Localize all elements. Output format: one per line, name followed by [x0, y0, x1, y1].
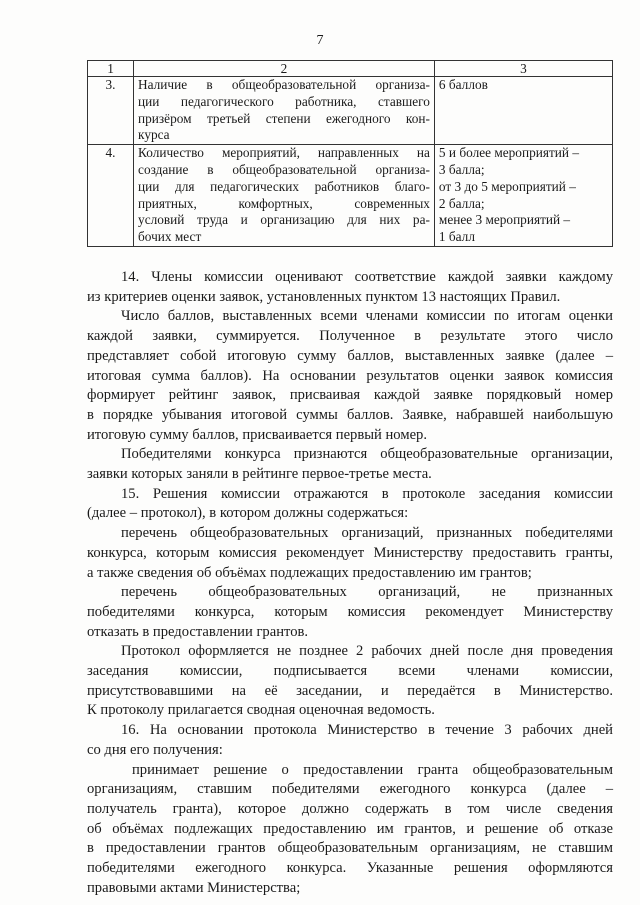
criterion-line: ции педагогического работника, ставшего: [138, 93, 430, 109]
table-header-cell: 1: [88, 61, 134, 77]
table-header-row: [88, 61, 613, 77]
paragraph-line: К протоколу прилагается сводная оценочная ведомость.: [87, 702, 435, 719]
score-line: 2 балла;: [438, 195, 485, 211]
score-line: от 3 до 5 мероприятий –: [438, 178, 576, 194]
paragraph-line: 14. Члены комиссии оценивают соответствие каждой заявки каждому: [121, 269, 613, 285]
paragraph-line: присутствовавшими на её заседании, и передаётся в Министерство.: [87, 682, 613, 699]
paragraph-line: перечень общеобразовательных организаций, не признанных: [121, 584, 613, 601]
paragraph-line: (далее – протокол), в котором должны содержаться:: [87, 505, 409, 522]
criterion-line: ции для педагогических работников благо-: [138, 178, 430, 194]
paragraph-line: Число баллов, выставленных всеми членами комиссии по итогам оценки: [121, 308, 613, 325]
paragraph: [87, 583, 613, 642]
paragraph-line: 16. На основании протокола Министерство в течение 3 рабочих дней: [121, 722, 613, 739]
criterion-cell: [134, 145, 435, 247]
score-line: 5 и более мероприятий –: [438, 145, 579, 161]
criterion-line: курса: [138, 127, 170, 143]
paragraph-line: представляет собой итоговую сумму баллов, выставленных заявке (далее –: [87, 347, 613, 364]
table-row: [88, 145, 613, 247]
table-header-cell: 2: [134, 61, 435, 77]
paragraph-line: Протокол оформляется не позднее 2 рабочих дней после дня проведения: [121, 643, 613, 660]
paragraph-line: в порядке убывания итоговой суммы баллов. Заявке, набравшей наибольшую: [87, 406, 613, 423]
score-line: 6 баллов: [438, 77, 488, 92]
criterion-line: условий труда и организацию для них ра-: [138, 212, 430, 228]
criterion-line: призёром третьей степени ежегодного кон-: [138, 110, 430, 126]
row-number-cell: 4.: [88, 145, 134, 247]
paragraph: [87, 524, 613, 583]
paragraph-line: формирует рейтинг заявок, присваивая каждой заявке порядковый номер: [87, 387, 613, 404]
paragraph-line: правовыми актами Министерства;: [87, 879, 301, 896]
paragraph: [87, 721, 613, 760]
document-body: [87, 268, 613, 899]
paragraph-line: заседания комиссии, подписывается всеми членами комиссии,: [87, 663, 613, 680]
score-line: 3 балла;: [438, 161, 485, 177]
paragraph-line: организациям, ставшим победителями ежегодного конкурса (далее –: [87, 781, 613, 798]
paragraph-line: каждой заявки, суммируется. Полученное в результате этого число: [87, 328, 613, 345]
paragraph-line: а также сведения об объёмах подлежащих предоставлению им грантов;: [87, 564, 532, 581]
criteria-table: [87, 60, 613, 247]
paragraph-line: конкурса, которым комиссия рекомендует Министерству предоставить гранты,: [87, 544, 613, 561]
paragraph-line: 15. Решения комиссии отражаются в протоколе заседания комиссии: [121, 485, 613, 502]
paragraph-line: принимает решение о предоставлении гранта общеобразовательным: [132, 761, 613, 778]
paragraph-line: победителями ежегодного конкурса. Указанные решения оформляются: [87, 860, 613, 877]
paragraph-line: получатель гранта), которое должно содержать в том числе сведения: [87, 800, 613, 817]
criterion-line: приятных, комфортных, современных: [138, 195, 430, 211]
paragraph-line: об объёмах подлежащих предоставлению им грантов, и решение об отказе: [87, 820, 613, 837]
criterion-line: создание в общеобразовательной организа-: [138, 161, 430, 177]
page-number: 7: [316, 33, 324, 48]
paragraph-line: победителями конкурса, которым комиссия рекомендует Министерству: [87, 603, 613, 620]
paragraph-line: итоговая сумма баллов). На основании результатов оценки заявок комиссия: [87, 367, 613, 384]
criterion-line: Количество мероприятий, направленных на: [138, 145, 430, 161]
paragraph: [87, 307, 613, 445]
paragraph-line: итоговую сумму баллов, присваивается первый номер.: [87, 426, 427, 443]
paragraph-line: перечень общеобразовательных организаций, признанных победителями: [121, 525, 613, 542]
paragraph: [87, 761, 613, 899]
paragraph-line: отказать в предоставлении грантов.: [87, 623, 309, 640]
paragraph-line: Победителями конкурса признаются общеобразовательные организации,: [121, 446, 613, 463]
paragraph-line: из критериев оценки заявок, установленных пунктом 13 настоящих Правил.: [87, 288, 561, 305]
criterion-cell: [134, 77, 435, 145]
criterion-line: бочих мест: [138, 229, 202, 245]
table-row: [88, 77, 613, 145]
paragraph: [87, 268, 613, 307]
paragraph-line: в предоставлении грантов общеобразовательным организациям, не ставшим: [87, 840, 613, 857]
row-number-cell: 3.: [88, 77, 134, 145]
score-line: менее 3 мероприятий –: [438, 212, 571, 228]
criterion-line: Наличие в общеобразовательной организа-: [138, 77, 430, 92]
score-line: 1 балл: [438, 229, 475, 245]
score-cell: [434, 145, 612, 247]
paragraph-line: со дня его получения:: [87, 741, 223, 758]
score-cell: [434, 77, 612, 145]
paragraph-line: заявки которых заняли в рейтинге первое-третье места.: [87, 466, 432, 483]
paragraph: [87, 445, 613, 484]
paragraph: [87, 642, 613, 721]
table-header-cell: 3: [434, 61, 612, 77]
paragraph: [87, 485, 613, 524]
